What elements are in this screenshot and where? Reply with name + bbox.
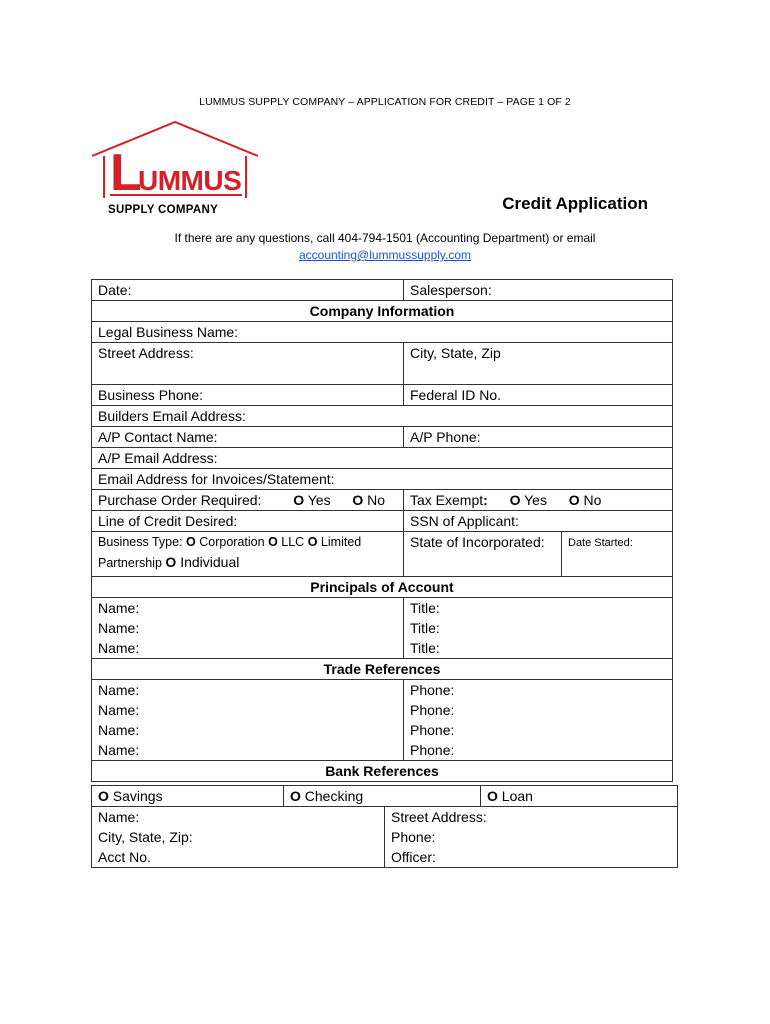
bank-acct-field[interactable]: Acct No. — [92, 847, 385, 868]
intro-contact: If there are any questions, call 404-794-1501 (Accounting Department) or email — [174, 231, 596, 245]
page-title: Credit Application — [502, 194, 648, 213]
principal-title-2[interactable]: Title: — [404, 618, 673, 638]
salesperson-field[interactable]: Salesperson: — [404, 280, 673, 301]
trade-name-4[interactable]: Name: — [92, 740, 404, 761]
federal-id-field[interactable]: Federal ID No. — [404, 385, 673, 406]
principal-title-1[interactable]: Title: — [404, 598, 673, 619]
email-link[interactable]: accounting@lummussupply.com — [298, 248, 472, 262]
business-type-row — [92, 532, 404, 577]
page-header: LUMMUS SUPPLY COMPANY – APPLICATION FOR CREDIT – PAGE 1 OF 2 — [199, 96, 571, 108]
partnership-label: Partnership — [98, 556, 162, 570]
po-required-row — [92, 490, 404, 511]
tax-no-radio[interactable]: O No — [568, 492, 602, 508]
loan-radio[interactable]: O Loan — [481, 786, 678, 807]
individual-radio[interactable]: O Individual — [165, 554, 240, 570]
bank-city-state-zip-field[interactable]: City, State, Zip: — [92, 827, 385, 847]
builders-email-field[interactable]: Builders Email Address: — [92, 406, 673, 427]
trade-name-1[interactable]: Name: — [92, 680, 404, 701]
ap-contact-field[interactable]: A/P Contact Name: — [92, 427, 404, 448]
section-company-information: Company Information — [92, 301, 673, 322]
date-started-field[interactable]: Date Started: — [562, 532, 673, 577]
principal-name-3[interactable]: Name: — [92, 638, 404, 659]
legal-business-name-field[interactable]: Legal Business Name: — [92, 322, 673, 343]
checking-radio[interactable]: O Checking — [284, 786, 481, 807]
trade-phone-4[interactable]: Phone: — [404, 740, 673, 761]
ap-email-field[interactable]: A/P Email Address: — [92, 448, 673, 469]
bank-phone-field[interactable]: Phone: — [385, 827, 678, 847]
street-address-field[interactable]: Street Address: — [92, 343, 404, 385]
corporation-radio[interactable]: O Corporation — [186, 535, 265, 549]
date-field[interactable]: Date: — [92, 280, 404, 301]
tax-exempt-row: Tax Exempt: O Yes O No — [404, 490, 673, 511]
section-bank-references: Bank References — [92, 761, 673, 782]
trade-phone-1[interactable]: Phone: — [404, 680, 673, 701]
svg-text:UMMUS: UMMUS — [138, 165, 242, 196]
city-state-zip-field[interactable]: City, State, Zip — [404, 343, 673, 385]
svg-text:L: L — [110, 144, 142, 202]
limited-radio[interactable]: O Limited — [307, 535, 362, 549]
business-type-label: Business Type: — [98, 535, 183, 549]
bank-name-field[interactable]: Name: — [92, 807, 385, 828]
llc-radio[interactable]: O LLC — [268, 535, 305, 549]
tax-exempt-label: Tax Exempt — [410, 492, 484, 508]
trade-phone-2[interactable]: Phone: — [404, 700, 673, 720]
bank-officer-field[interactable]: Officer: — [385, 847, 678, 868]
lummus-logo — [90, 118, 260, 218]
bank-references-table — [91, 785, 678, 868]
trade-name-2[interactable]: Name: — [92, 700, 404, 720]
trade-phone-3[interactable]: Phone: — [404, 720, 673, 740]
business-phone-field[interactable]: Business Phone: — [92, 385, 404, 406]
credit-form-table — [91, 279, 673, 782]
section-principals: Principals of Account — [92, 577, 673, 598]
bank-street-field[interactable]: Street Address: — [385, 807, 678, 828]
ssn-field[interactable]: SSN of Applicant: — [404, 511, 673, 532]
line-of-credit-field[interactable]: Line of Credit Desired: — [92, 511, 404, 532]
po-yes-radio[interactable]: O Yes — [293, 492, 331, 508]
principal-name-2[interactable]: Name: — [92, 618, 404, 638]
section-trade-references: Trade References — [92, 659, 673, 680]
po-required-label: Purchase Order Required: — [98, 492, 262, 508]
state-incorporated-field[interactable]: State of Incorporated: — [404, 532, 562, 577]
po-no-radio[interactable]: O No — [352, 492, 386, 508]
principal-name-1[interactable]: Name: — [92, 598, 404, 619]
ap-phone-field[interactable]: A/P Phone: — [404, 427, 673, 448]
invoice-email-field[interactable]: Email Address for Invoices/Statement: — [92, 469, 673, 490]
tax-yes-radio[interactable]: O Yes — [509, 492, 547, 508]
principal-title-3[interactable]: Title: — [404, 638, 673, 659]
svg-text:SUPPLY COMPANY: SUPPLY COMPANY — [108, 204, 219, 216]
trade-name-3[interactable]: Name: — [92, 720, 404, 740]
intro-text — [0, 231, 770, 262]
savings-radio[interactable]: O Savings — [92, 786, 284, 807]
